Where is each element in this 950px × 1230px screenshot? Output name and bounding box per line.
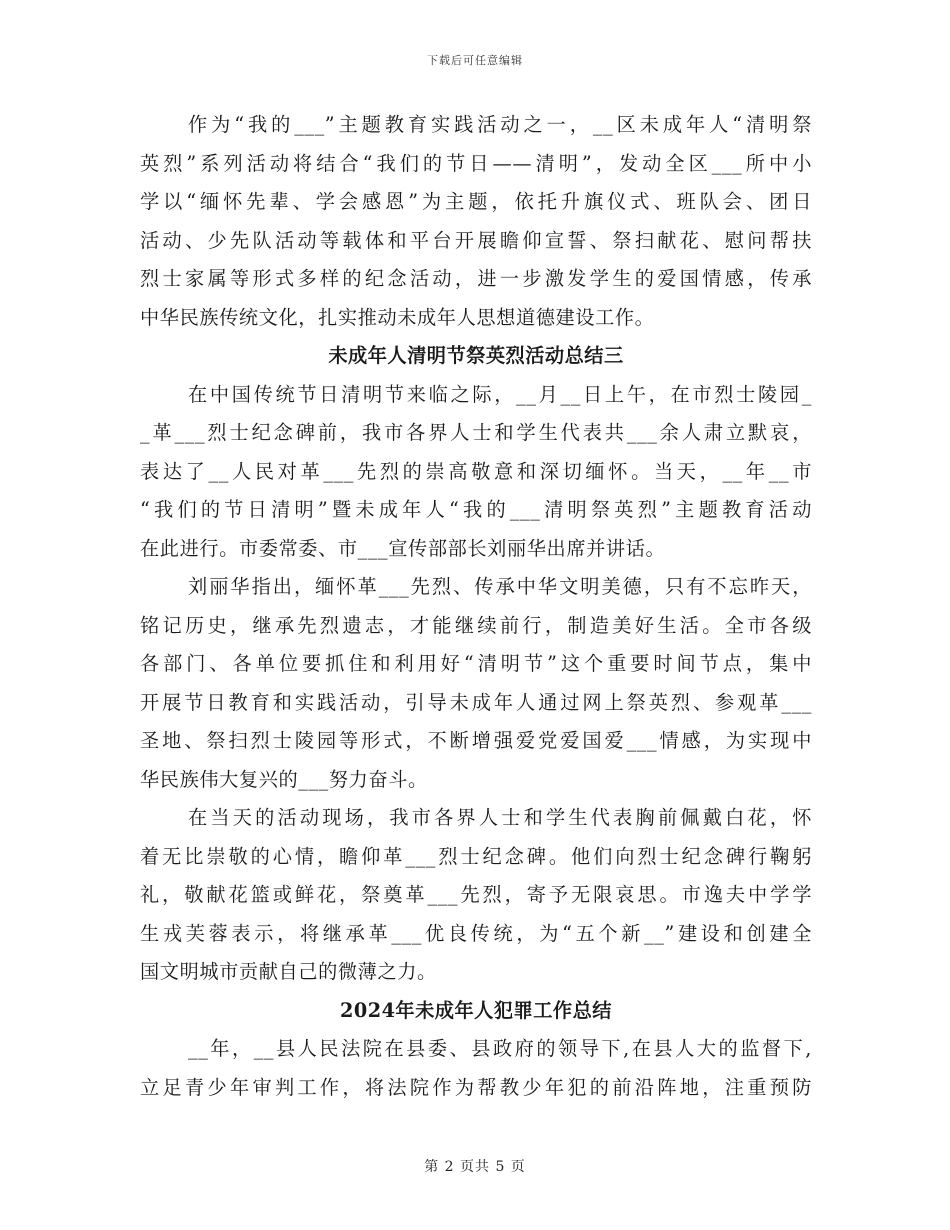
paragraph-line: 表达了__人民对革___先烈的崇高敬意和深切缅怀。当天，__年__市 xyxy=(140,459,812,483)
paragraph-first-line: 在中国传统节日清明节来临之际，__月__日上午，在市烈士陵园_ xyxy=(188,382,812,406)
paragraph-first-line: 作为“我的___”主题教育实践活动之一，__区未成年人“清明祭 xyxy=(188,113,812,136)
page-number: 第 2 页共 5 页 xyxy=(424,1159,526,1175)
paragraph-line: 英烈”系列活动将结合“我们的节日——清明”，发动全区___所中小 xyxy=(140,151,812,175)
document-body xyxy=(140,106,812,1107)
section-heading: 未成年人清明节祭英烈活动总结三 xyxy=(328,344,624,367)
paragraph-line: 学以“缅怀先辈、学会感恩”为主题，依托升旗仪式、班队会、团日 xyxy=(140,190,812,213)
paragraph-first-line: 刘丽华指出，缅怀革___先烈、传承中华文明美德，只有不忘昨天， xyxy=(188,575,812,598)
paragraph-line: 立足青少年审判工作，将法院作为帮教少年犯的前沿阵地，注重预防 xyxy=(140,1075,812,1099)
header-note: 下载后可任意编辑 xyxy=(427,54,523,67)
paragraph-line: 烈士家属等形式多样的纪念活动，进一步激发学生的爱国情感，传承 xyxy=(140,267,812,290)
paragraph-last-line: 在此进行。市委常委、市___宣传部部长刘丽华出席并讲话。 xyxy=(140,536,666,560)
section-heading: 2024年未成年人犯罪工作总结 xyxy=(340,998,612,1022)
paragraph-line: 各部门、各单位要抓住和利用好“清明节”这个重要时间节点，集中 xyxy=(140,652,812,675)
paragraph-first-line: 在当天的活动现场，我市各界人士和学生代表胸前佩戴白花，怀 xyxy=(188,806,812,829)
paragraph-last-line: 中华民族传统文化，扎实推动未成年人思想道德建设工作。 xyxy=(140,305,655,329)
paragraph-line: 生戎芙蓉表示，将继承革___优良传统，为“五个新__”建设和创建全 xyxy=(140,921,812,945)
paragraph-line: 开展节日教育和实践活动，引导未成年人通过网上祭英烈、参观革___ xyxy=(140,690,812,714)
paragraph-line: _革___烈士纪念碑前，我市各界人士和学生代表共___余人肃立默哀， xyxy=(140,421,812,444)
paragraph-line: 活动、少先队活动等载体和平台开展瞻仰宣誓、祭扫献花、慰问帮扶 xyxy=(140,228,812,252)
paragraph-line: 着无比崇敬的心情，瞻仰革___烈士纪念碑。他们向烈士纪念碑行鞠躬 xyxy=(140,844,812,868)
paragraph-first-line: __年，__县人民法院在县委、县政府的领导下,在县人大的监督下, xyxy=(188,1037,812,1060)
paragraph-line: 铭记历史，继承先烈遗志，才能继续前行，制造美好生活。全市各级 xyxy=(140,613,812,637)
paragraph-line: 礼，敬献花篮或鲜花，祭奠革___先烈，寄予无限哀思。市逸夫中学学 xyxy=(140,883,812,906)
paragraph-line: “我们的节日清明”暨未成年人“我的___清明祭英烈”主题教育活动 xyxy=(140,498,812,521)
paragraph-line: 圣地、祭扫烈士陵园等形式，不断增强爱党爱国爱___情感，为实现中 xyxy=(140,729,812,752)
paragraph-last-line: 华民族伟大复兴的___努力奋斗。 xyxy=(140,767,428,791)
paragraph-last-line: 国文明城市贡献自己的微薄之力。 xyxy=(140,960,437,983)
